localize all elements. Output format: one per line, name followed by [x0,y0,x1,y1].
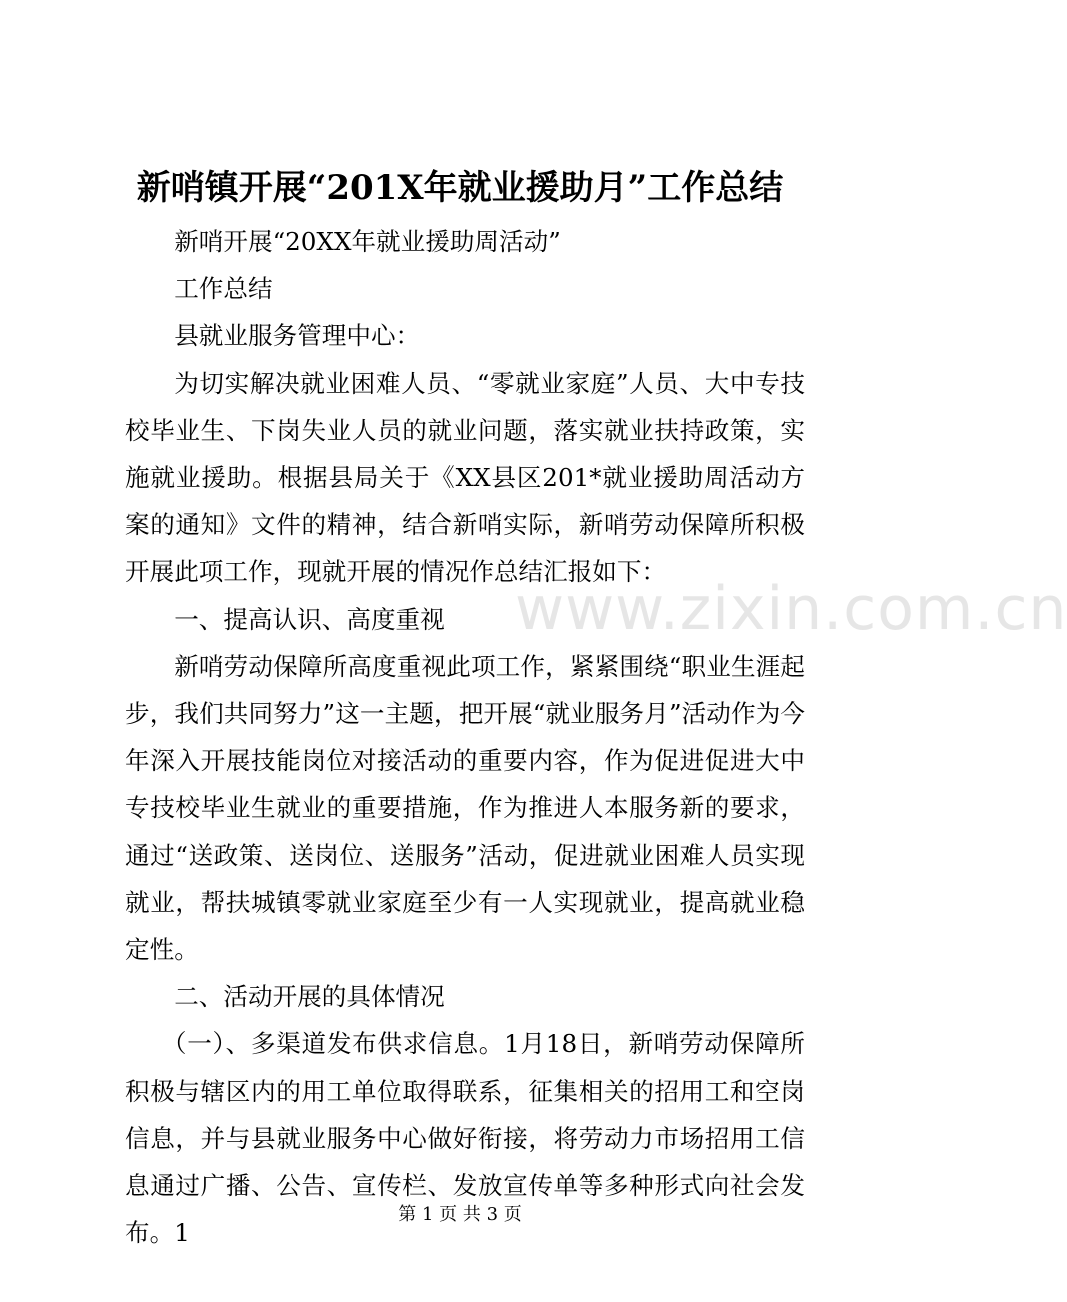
paragraph-subtitle-line2: 工作总结 [174,274,273,304]
page-footer: 第 1 页 共 3 页 [398,1204,522,1225]
paragraph-section-2-item-1: （一）、多渠道发布供求信息。1月18日，新哨劳动保障所积极与辖区内的用工单位取得联系，征集相关的招用工和空岗信息，并与县就业服务中心做好衔接，将劳动力市场招用工信息通过广播、公告、宣传栏、发放宣传单等多种形式向社会发布。1 [125,1029,805,1248]
paragraph-section-1: 新哨劳动保障所高度重视此项工作，紧紧围绕“职业生涯起步，我们共同努力”这一主题，把开展“就业服务月”活动作为今年深入开展技能岗位对接活动的重要内容，作为促进促进大中专技校毕业生就业的重要措施，作为推进人本服务新的要求，通过“送政策、送岗位、送服务”活动，促进就业困难人员实现就业，帮扶城镇零就业家庭至少有一人实现就业，提高就业稳定性。 [125,651,805,965]
paragraph-addressee: 县就业服务管理中心： [174,321,421,351]
watermark-text: www.zixin.com.cn [515,574,1067,644]
paragraph-intro: 为切实解决就业困难人员、“零就业家庭”人员、大中专技校毕业生、下岗失业人员的就业问题，落实就业扶持政策，实施就业援助。根据县局关于《XX县区201*就业援助周活动方案的通知》文件的精神，结合新哨实际，新哨劳动保障所积极开展此项工作，现就开展的情况作总结汇报如下： [125,368,805,587]
paragraph-subtitle-line1: 新哨开展“20XX年就业援助周活动” [174,227,561,256]
heading-section-1: 一、提高认识、高度重视 [174,604,445,634]
document-title: 新哨镇开展“201X年就业援助月”工作总结 [136,168,784,208]
heading-section-2: 二、活动开展的具体情况 [174,982,445,1012]
document-body [125,218,805,1256]
